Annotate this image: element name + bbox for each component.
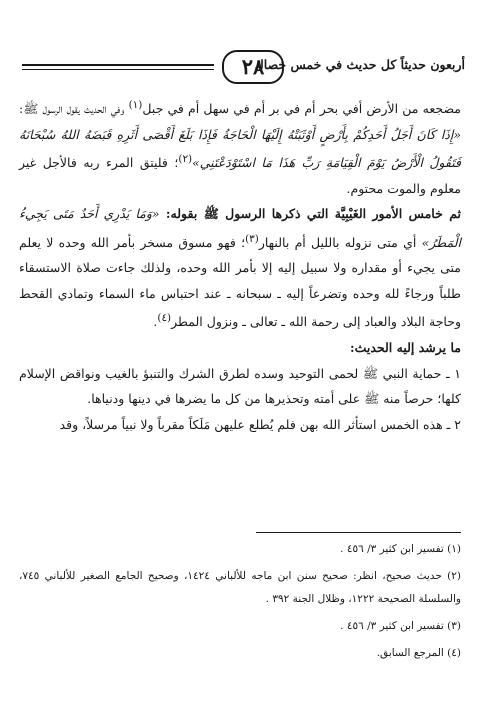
running-title: أربعون حديثاً كل حديث في خمس خصال (254, 57, 465, 72)
footnote-2: (٢) حديث صحيح، انظر: صحيح سنن ابن ماجه للألباني ١٤٢٤، وصحيح الجامع الصغير للألباني ٧٤٥، والسلسلة الصحيحة ١٢٢٢، وظلال الجنة ٣٩٢ . (19, 570, 461, 605)
p1-text: مضجعه من الأرض أفي بحر أم في بر أم في سهل أم في جبل (142, 101, 461, 117)
header-rule-left (22, 64, 214, 66)
main-text (19, 93, 461, 437)
header-rule-left-thin (22, 69, 214, 70)
footnote-rule (256, 532, 461, 533)
p2-text: أي متى نزوله بالليل أم بالنهار (258, 234, 422, 250)
footnote-ref-2: (٢) (178, 153, 193, 166)
section-heading: ما يرشد إليه الحديث: (349, 340, 461, 356)
page-number: ٢٨ (222, 50, 284, 84)
hadith-quote-1: «إِذَا كَانَ أَجَلُ أَحَدِكُمْ بِأَرْضٍ أَوْثَبَتْهُ إِلَيْهَا الْحَاجَةُ فَإِذَا بَلَغَ أَقْصَى أَثَرِهِ قَبَضَهُ اللهُ سُبْحَانَهُ فَتَقُولُ الْأَرْضُ يَوْمَ الْقِيَامَةِ رَبِّ هَذَا مَا اسْتَوْدَعْتَنِي» (19, 126, 461, 171)
page-header (22, 54, 465, 82)
footnote-3: (٣) تفسير ابن كثير ٣/ ٤٥٦ . (340, 620, 461, 632)
footnote-ref-3: (٣) (245, 232, 259, 245)
hadith-quote-2: «وَمَا يَدْرِي أَحَدٌ مَتَى يَجِيءُ الْمَطَرُ» (19, 206, 461, 250)
footnote-4: (٤) المرجع السابق. (376, 647, 461, 659)
footnote-ref-4: (٤) (157, 312, 172, 325)
footnote-1: (١) تفسير ابن كثير ٣/ ٤٥٦ . (340, 543, 461, 555)
paragraph-2 (19, 201, 461, 335)
footnote-ref-1: (١) (128, 99, 143, 111)
paragraph-1 (19, 93, 461, 201)
p2-text-2: ؛ فهو مسوق مسخر بأمر الله وحده لا يعلم متى يجيء أو مقداره ولا سبيل إليه إلا بأمر الله وحده، ولذلك جاءت صلاة الاستسقاء طلباً ورجاءً لله وحده وتضرعاً إليه ـ سبحانه ـ عند احتباس ماء السماء وتمادي القحط وحاجة البلاد والعباد إلى رحمة الله ـ تعالى ـ ونزول المطر (19, 234, 461, 330)
point-1: ١ ـ حماية النبي ﷺ لحمى التوحيد وسده لطرق الشرك والتنبؤ بالغيب ونواقض الإسلام كلها؛ حرصاً منه ﷺ على أمته وتحذيرها من كل ما يضرها في دينها ودنياها. (19, 365, 461, 407)
p1-text-2: وفي الحديث يقول الرسول ﷺ: (19, 101, 129, 117)
point-2: ٢ ـ هذه الخمس استأثر الله بهن فلم يُطلع عليهن مَلَكاً مقرباً ولا نبياً مرسلاً، وقد (59, 416, 461, 432)
footnotes (19, 538, 461, 669)
p1-text-3: ؛ فليتق المرء ربه فالأجل غير معلوم والموت محتوم. (19, 155, 461, 196)
p2-lead: ثم خامس الأمور الغَيْبِيَّة التي ذكرها الرسول ﷺ بقوله: (159, 206, 462, 222)
p2-end: . (153, 314, 158, 330)
